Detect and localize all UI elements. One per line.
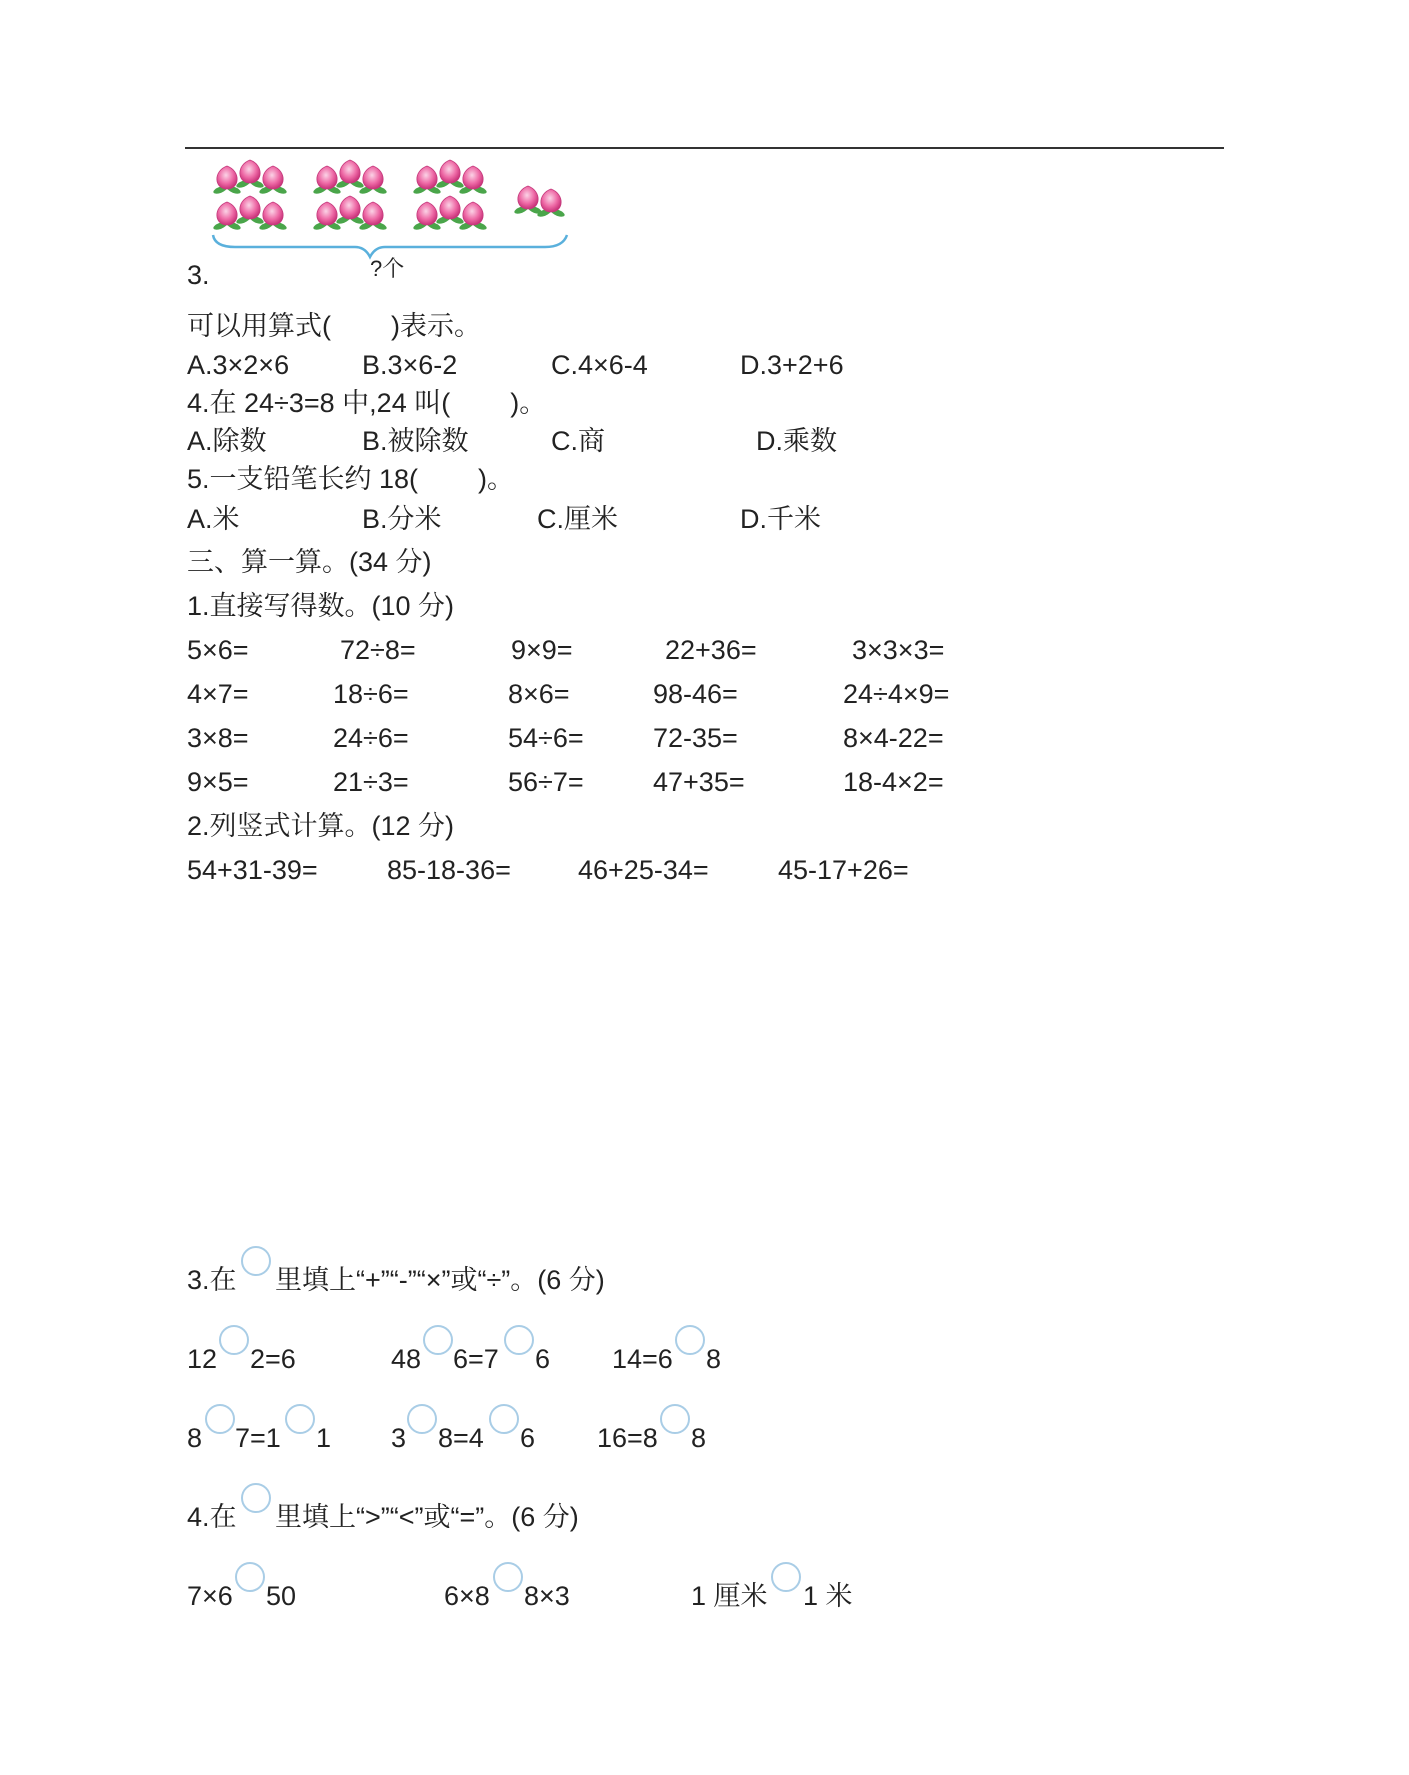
calc-item: 24÷4×9= <box>843 679 950 709</box>
q5-option-c: C.厘米 <box>537 504 618 534</box>
expr-text: 3 <box>391 1423 407 1453</box>
expr-text: 6 <box>535 1344 551 1374</box>
fill-circle[interactable] <box>219 1325 249 1355</box>
peach-icon <box>513 186 542 215</box>
calc-item: 8×6= <box>508 679 570 709</box>
vertical-calc-item: 46+25-34= <box>578 855 709 885</box>
peach-icon <box>412 202 441 231</box>
expr-text: 1 <box>316 1423 332 1453</box>
calc-item: 8×4-22= <box>843 723 944 753</box>
expr-text: 12 <box>187 1344 218 1374</box>
compare-text: 1 厘米 <box>691 1581 768 1611</box>
vertical-calc-item: 54+31-39= <box>187 855 318 885</box>
calc-item: 18÷6= <box>333 679 409 709</box>
fill-circle[interactable] <box>489 1404 519 1434</box>
expr-text: 8=4 <box>438 1423 484 1453</box>
compare-text: 50 <box>266 1581 297 1611</box>
q4-question: 4.在 24÷3=8 中,24 叫( )。 <box>187 388 547 418</box>
peach-icon <box>335 196 364 225</box>
calc-item: 9×9= <box>511 635 573 665</box>
calc-item: 56÷7= <box>508 767 584 797</box>
peach-icon <box>312 166 341 195</box>
operator-circle-icon <box>241 1246 271 1276</box>
q4-option-a: A.除数 <box>187 426 267 456</box>
calc-item: 5×6= <box>187 635 249 665</box>
expr-text: 8 <box>706 1344 722 1374</box>
expr-text: 6=7 <box>453 1344 499 1374</box>
part2-title: 2.列竖式计算。(12 分) <box>187 811 455 841</box>
q3-option-c: C.4×6-4 <box>551 350 648 380</box>
expr-text: 8 <box>691 1423 707 1453</box>
brace-label: ?个 <box>370 256 405 281</box>
peach-icon <box>358 202 387 231</box>
peach-icon <box>258 202 287 231</box>
peach-icon <box>435 160 464 189</box>
compare-text: 8×3 <box>524 1581 570 1611</box>
calc-item: 18-4×2= <box>843 767 944 797</box>
part1-title: 1.直接写得数。(10 分) <box>187 591 455 621</box>
peach-icon <box>258 166 287 195</box>
calc-item: 72÷8= <box>340 635 416 665</box>
peach-icon <box>235 160 264 189</box>
calc-item: 9×5= <box>187 767 249 797</box>
peach-icon <box>435 196 464 225</box>
fill-circle[interactable] <box>235 1562 265 1592</box>
brace-icon <box>213 235 567 257</box>
q4-option-d: D.乘数 <box>756 426 837 456</box>
q5-option-b: B.分米 <box>362 504 442 534</box>
expr-text: 8 <box>187 1423 203 1453</box>
q4-option-b: B.被除数 <box>362 426 469 456</box>
vertical-calc-item: 45-17+26= <box>778 855 909 885</box>
expr-text: 2=6 <box>250 1344 296 1374</box>
peach-icon <box>358 166 387 195</box>
part3-title-suffix: 里填上“+”“-”“×”或“÷”。(6 分) <box>275 1265 605 1295</box>
fill-circle[interactable] <box>675 1325 705 1355</box>
expr-text: 6 <box>520 1423 536 1453</box>
peach-icon <box>412 166 441 195</box>
q5-option-a: A.米 <box>187 504 240 534</box>
expr-text: 48 <box>391 1344 422 1374</box>
q5-option-d: D.千米 <box>740 504 821 534</box>
fill-circle[interactable] <box>660 1404 690 1434</box>
expr-text: 7=1 <box>235 1423 281 1453</box>
q5-question: 5.一支铅笔长约 18( )。 <box>187 464 515 494</box>
calc-item: 3×3×3= <box>852 635 945 665</box>
section3-title: 三、算一算。(34 分) <box>187 547 432 577</box>
peach-icon <box>536 189 565 218</box>
q3-option-a: A.3×2×6 <box>187 350 290 380</box>
peach-icon <box>212 202 241 231</box>
compare-text: 6×8 <box>444 1581 490 1611</box>
fill-circle[interactable] <box>423 1325 453 1355</box>
fill-circle[interactable] <box>493 1562 523 1592</box>
calc-item: 72-35= <box>653 723 738 753</box>
peach-icon <box>335 160 364 189</box>
q4-option-c: C.商 <box>551 426 605 456</box>
calc-item: 47+35= <box>653 767 745 797</box>
fill-circle[interactable] <box>771 1562 801 1592</box>
expr-text: 14=6 <box>612 1344 673 1374</box>
calc-item: 21÷3= <box>333 767 409 797</box>
fill-circle[interactable] <box>285 1404 315 1434</box>
calc-item: 22+36= <box>665 635 757 665</box>
calc-item: 54÷6= <box>508 723 584 753</box>
q3-number: 3. <box>187 260 210 290</box>
part3-title-prefix: 3.在 <box>187 1265 237 1295</box>
part4-title-prefix: 4.在 <box>187 1502 237 1532</box>
fill-circle[interactable] <box>407 1404 437 1434</box>
q3-option-d: D.3+2+6 <box>740 350 844 380</box>
calc-item: 3×8= <box>187 723 249 753</box>
peach-icon <box>458 202 487 231</box>
peach-icon <box>458 166 487 195</box>
q3-question: 可以用算式( )表示。 <box>187 311 481 341</box>
calc-item: 98-46= <box>653 679 738 709</box>
peach-icon <box>312 202 341 231</box>
peach-icon <box>212 166 241 195</box>
q3-option-b: B.3×6-2 <box>362 350 458 380</box>
peach-icon <box>235 196 264 225</box>
compare-text: 7×6 <box>187 1581 233 1611</box>
fill-circle[interactable] <box>504 1325 534 1355</box>
part4-title-suffix: 里填上“>”“<”或“=”。(6 分) <box>275 1502 579 1532</box>
calc-item: 24÷6= <box>333 723 409 753</box>
operator-circle-icon <box>241 1483 271 1513</box>
header-rule <box>185 147 1224 149</box>
fill-circle[interactable] <box>205 1404 235 1434</box>
vertical-calc-item: 85-18-36= <box>387 855 511 885</box>
compare-text: 1 米 <box>803 1581 853 1611</box>
expr-text: 16=8 <box>597 1423 658 1453</box>
calc-item: 4×7= <box>187 679 249 709</box>
